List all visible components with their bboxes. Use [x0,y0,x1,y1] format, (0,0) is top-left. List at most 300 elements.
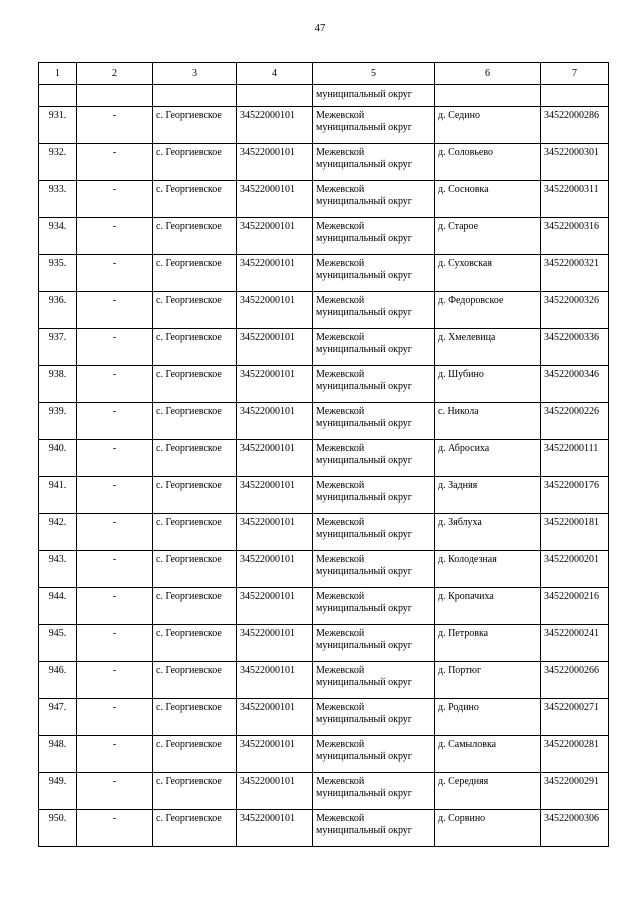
table-row [39,662,609,699]
table-row [39,440,609,477]
oktmo-center-cell [237,255,313,292]
district-cell [313,144,435,181]
center-cell-text: с. Георгиевское [156,776,222,787]
settlement-cell [435,255,541,292]
district-cell-text: муниципальный округ [316,233,412,244]
center-cell [153,810,237,847]
row-number-cell-text: 937. [48,332,67,343]
header-cell: 2 [77,63,153,85]
settlement-cell-text: д. Сорвино [438,813,486,824]
oktmo-code-cell-text: 34522000281 [544,739,599,750]
district-cell [313,366,435,403]
oktmo-code-cell [541,625,609,662]
table-row [39,107,609,144]
center-cell-text: с. Георгиевское [156,702,222,713]
district-cell-text: Межевской [316,443,365,454]
center-cell-text: с. Георгиевское [156,184,222,195]
oktmo-code-cell [541,218,609,255]
district-cell [313,588,435,625]
district-cell [313,810,435,847]
row-number-cell [39,551,77,588]
type-cell [77,551,153,588]
settlement-cell [435,662,541,699]
table-row [39,366,609,403]
district-cell-text: Межевской [316,406,365,417]
oktmo-code-cell-text: 34522000301 [544,147,599,158]
oktmo-code-cell-text: 34522000271 [544,702,599,713]
settlement-cell [435,736,541,773]
settlement-cell-text: д. Сосновка [438,184,489,195]
oktmo-center-cell-text: 34522000101 [240,443,295,454]
settlement-cell-text: д. Самыловка [438,739,497,750]
oktmo-code-cell-text: 34522000181 [544,517,599,528]
table-row [39,292,609,329]
center-cell-text: с. Георгиевское [156,628,222,639]
district-cell-text: Межевской [316,221,365,232]
row-number-cell-text: 948. [48,739,67,750]
settlement-cell-text: д. Родино [438,702,479,713]
district-cell-text: муниципальный округ [316,603,412,614]
type-cell-text: - [112,221,117,232]
oktmo-code-cell-text: 34522000216 [544,591,599,602]
district-cell [313,218,435,255]
type-cell [77,329,153,366]
oktmo-code-cell [541,181,609,218]
district-cell [313,625,435,662]
type-cell-text: - [112,369,117,380]
settlement-cell [435,588,541,625]
oktmo-code-cell-text: 34522000241 [544,628,599,639]
center-cell-text: с. Георгиевское [156,554,222,565]
center-cell [153,551,237,588]
oktmo-code-cell [541,514,609,551]
oktmo-center-cell-text: 34522000101 [240,258,295,269]
oktmo-center-cell-text: 34522000101 [240,406,295,417]
row-number-cell-text: 934. [48,221,67,232]
oktmo-code-cell [541,366,609,403]
settlement-cell [435,144,541,181]
type-cell-text: - [112,739,117,750]
oktmo-center-cell-text: 34522000101 [240,591,295,602]
oktmo-center-cell [237,662,313,699]
type-cell-text: - [112,332,117,343]
settlement-cell [435,625,541,662]
type-cell [77,736,153,773]
center-cell [153,403,237,440]
oktmo-center-cell [237,107,313,144]
row-number-cell [39,255,77,292]
oktmo-center-cell [237,292,313,329]
type-cell [77,773,153,810]
district-cell [313,403,435,440]
district-cell-text: Межевской [316,554,365,565]
oktmo-code-cell [541,107,609,144]
oktmo-center-cell [237,514,313,551]
row-number-cell-text: 949. [48,776,67,787]
settlement-cell-text: д. Зяблуха [438,517,482,528]
oktmo-code-cell [541,773,609,810]
oktmo-code-cell [541,588,609,625]
center-cell-text: с. Георгиевское [156,332,222,343]
row-number-cell-text: 950. [48,813,67,824]
oktmo-center-cell-text: 34522000101 [240,813,295,824]
district-cell-text: муниципальный округ [316,529,412,540]
row-number-cell-text: 942. [48,517,67,528]
district-cell-text: муниципальный округ [316,344,412,355]
district-cell-text: муниципальный округ [316,566,412,577]
settlement-cell-text: д. Федоровское [438,295,504,306]
district-cell-text: Межевской [316,702,365,713]
oktmo-code-cell [541,403,609,440]
settlement-cell [435,699,541,736]
oktmo-center-cell [237,477,313,514]
continuation-cell [237,85,313,107]
oktmo-center-cell-text: 34522000101 [240,702,295,713]
row-number-cell [39,588,77,625]
oktmo-center-cell [237,810,313,847]
row-number-cell [39,440,77,477]
type-cell [77,107,153,144]
district-cell [313,514,435,551]
oktmo-code-cell [541,292,609,329]
oktmo-center-cell [237,625,313,662]
row-number-cell [39,810,77,847]
settlement-cell [435,292,541,329]
oktmo-code-cell [541,255,609,292]
row-number-cell-text: 940. [48,443,67,454]
settlement-cell-text: д. Середняя [438,776,489,787]
type-cell-text: - [112,480,117,491]
district-cell-text: муниципальный округ [316,196,412,207]
oktmo-center-cell [237,773,313,810]
row-number-cell [39,699,77,736]
type-cell [77,181,153,218]
center-cell [153,736,237,773]
type-cell [77,440,153,477]
settlement-cell-text: д. Колодезная [438,554,497,565]
oktmo-code-cell [541,662,609,699]
row-number-cell [39,292,77,329]
oktmo-center-cell-text: 34522000101 [240,147,295,158]
district-cell-text: муниципальный округ [316,159,412,170]
oktmo-center-cell-text: 34522000101 [240,628,295,639]
settlement-cell [435,551,541,588]
row-number-cell-text: 932. [48,147,67,158]
center-cell [153,366,237,403]
oktmo-center-cell-text: 34522000101 [240,110,295,121]
district-cell-text: муниципальный округ [316,640,412,651]
type-cell-text: - [112,591,117,602]
district-cell [313,292,435,329]
settlement-cell-text: д. Шубино [438,369,484,380]
row-number-cell [39,144,77,181]
oktmo-code-cell [541,736,609,773]
district-cell-text: муниципальный округ [316,788,412,799]
center-cell [153,588,237,625]
district-cell [313,329,435,366]
settlements-table [38,62,609,847]
table-row [39,736,609,773]
district-cell-text: муниципальный округ [316,677,412,688]
oktmo-code-cell [541,144,609,181]
district-cell-text: Межевской [316,332,365,343]
center-cell [153,662,237,699]
type-cell-text: - [112,702,117,713]
center-cell [153,477,237,514]
type-cell-text: - [112,665,117,676]
table-row [39,699,609,736]
oktmo-code-cell-text: 34522000306 [544,813,599,824]
settlement-cell-text: д. Хмелевица [438,332,496,343]
oktmo-code-cell [541,440,609,477]
type-cell [77,218,153,255]
oktmo-center-cell-text: 34522000101 [240,517,295,528]
district-cell-text: муниципальный округ [316,270,412,281]
table-row [39,773,609,810]
settlement-cell-text: д. Старое [438,221,479,232]
district-cell-text: Межевской [316,739,365,750]
continuation-cell: муниципальный округ [313,85,435,107]
oktmo-center-cell-text: 34522000101 [240,221,295,232]
district-cell [313,107,435,144]
type-cell-text: - [112,406,117,417]
type-cell-text: - [112,184,117,195]
table-row [39,144,609,181]
type-cell-text: - [112,110,117,121]
district-cell-text: муниципальный округ [316,455,412,466]
row-number-cell-text: 945. [48,628,67,639]
row-number-cell [39,736,77,773]
row-number-cell [39,662,77,699]
type-cell-text: - [112,147,117,158]
row-number-cell-text: 931. [48,110,67,121]
type-cell-text: - [112,813,117,824]
center-cell [153,514,237,551]
oktmo-center-cell [237,366,313,403]
continuation-cell [435,85,541,107]
type-cell [77,366,153,403]
row-number-cell [39,773,77,810]
oktmo-center-cell [237,218,313,255]
type-cell [77,699,153,736]
district-cell-text: Межевской [316,369,365,380]
header-cell: 4 [237,63,313,85]
center-cell [153,440,237,477]
continuation-cell [77,85,153,107]
district-cell-text: Межевской [316,480,365,491]
settlement-cell [435,329,541,366]
type-cell [77,255,153,292]
center-cell-text: с. Георгиевское [156,739,222,750]
district-cell-text: Межевской [316,591,365,602]
table-row [39,181,609,218]
center-cell-text: с. Георгиевское [156,591,222,602]
oktmo-center-cell-text: 34522000101 [240,369,295,380]
settlement-cell [435,440,541,477]
oktmo-center-cell [237,181,313,218]
row-number-cell [39,403,77,440]
table-row [39,329,609,366]
header-cell: 6 [435,63,541,85]
row-number-cell [39,329,77,366]
type-cell-text: - [112,258,117,269]
table-row [39,588,609,625]
oktmo-center-cell-text: 34522000101 [240,295,295,306]
district-cell [313,736,435,773]
settlement-cell-text: д. Седино [438,110,480,121]
oktmo-code-cell-text: 34522000311 [544,184,599,195]
oktmo-center-cell-text: 34522000101 [240,332,295,343]
type-cell [77,477,153,514]
center-cell-text: с. Георгиевское [156,295,222,306]
oktmo-center-cell-text: 34522000101 [240,739,295,750]
type-cell [77,144,153,181]
settlement-cell-text: д. Абросиха [438,443,490,454]
settlement-cell [435,403,541,440]
type-cell [77,292,153,329]
settlement-cell [435,514,541,551]
oktmo-code-cell-text: 34522000176 [544,480,599,491]
oktmo-code-cell-text: 34522000201 [544,554,599,565]
settlement-cell-text: д. Кропачиха [438,591,494,602]
district-cell-text: муниципальный округ [316,714,412,725]
settlement-cell-text: д. Задняя [438,480,478,491]
oktmo-code-cell-text: 34522000336 [544,332,599,343]
oktmo-code-cell-text: 34522000111 [544,443,599,454]
type-cell [77,810,153,847]
settlement-cell [435,773,541,810]
row-number-cell-text: 943. [48,554,67,565]
settlement-cell-text: д. Соловьево [438,147,493,158]
row-number-cell [39,625,77,662]
row-number-cell-text: 938. [48,369,67,380]
center-cell [153,292,237,329]
oktmo-center-cell-text: 34522000101 [240,184,295,195]
table-row [39,625,609,662]
district-cell-text: Межевской [316,295,365,306]
district-cell [313,699,435,736]
center-cell [153,255,237,292]
oktmo-code-cell-text: 34522000226 [544,406,599,417]
settlement-cell-text: д. Портюг [438,665,482,676]
oktmo-code-cell-text: 34522000266 [544,665,599,676]
settlement-cell [435,218,541,255]
type-cell [77,403,153,440]
row-number-cell-text: 936. [48,295,67,306]
center-cell [153,107,237,144]
oktmo-code-cell-text: 34522000321 [544,258,599,269]
district-cell [313,551,435,588]
center-cell [153,773,237,810]
table-row [39,218,609,255]
settlement-cell-text: д. Петровка [438,628,489,639]
oktmo-center-cell [237,699,313,736]
table-body [39,63,609,847]
table-row [39,477,609,514]
district-cell-text: муниципальный округ [316,418,412,429]
district-cell [313,440,435,477]
continuation-cell [153,85,237,107]
row-number-cell [39,181,77,218]
oktmo-code-cell-text: 34522000326 [544,295,599,306]
oktmo-code-cell-text: 34522000346 [544,369,599,380]
header-cell: 5 [313,63,435,85]
oktmo-code-cell [541,551,609,588]
district-cell-text: Межевской [316,628,365,639]
header-cell: 7 [541,63,609,85]
type-cell-text: - [112,517,117,528]
center-cell [153,329,237,366]
row-number-cell [39,514,77,551]
center-cell-text: с. Георгиевское [156,147,222,158]
table-row [39,514,609,551]
header-cell: 3 [153,63,237,85]
row-number-cell-text: 947. [48,702,67,713]
row-number-cell [39,366,77,403]
settlement-cell-text: с. Никола [438,406,479,417]
row-number-cell [39,218,77,255]
district-cell-text: муниципальный округ [316,122,412,133]
type-cell [77,662,153,699]
center-cell-text: с. Георгиевское [156,517,222,528]
type-cell [77,625,153,662]
row-number-cell [39,477,77,514]
district-cell-text: Межевской [316,147,365,158]
type-cell-text: - [112,443,117,454]
row-number-cell [39,107,77,144]
district-cell-text: Межевской [316,110,365,121]
oktmo-center-cell-text: 34522000101 [240,665,295,676]
center-cell-text: с. Георгиевское [156,258,222,269]
oktmo-code-cell [541,810,609,847]
center-cell-text: с. Георгиевское [156,221,222,232]
center-cell [153,144,237,181]
continuation-cell [39,85,77,107]
district-cell-text: муниципальный округ [316,381,412,392]
type-cell-text: - [112,295,117,306]
district-cell-text: Межевской [316,776,365,787]
table-row [39,403,609,440]
district-cell [313,477,435,514]
district-cell-text: Межевской [316,258,365,269]
row-number-cell-text: 944. [48,591,67,602]
center-cell-text: с. Георгиевское [156,480,222,491]
oktmo-center-cell [237,403,313,440]
oktmo-center-cell-text: 34522000101 [240,480,295,491]
district-cell [313,773,435,810]
district-cell-text: Межевской [316,184,365,195]
table-row [39,255,609,292]
oktmo-center-cell [237,329,313,366]
settlement-cell [435,810,541,847]
district-cell-text: Межевской [316,813,365,824]
type-cell [77,514,153,551]
type-cell-text: - [112,628,117,639]
district-cell-text: муниципальный округ [316,751,412,762]
center-cell-text: с. Георгиевское [156,369,222,380]
header-cell: 1 [39,63,77,85]
district-cell-text: Межевской [316,665,365,676]
district-cell-text: Межевской [316,517,365,528]
settlement-cell [435,107,541,144]
center-cell [153,181,237,218]
row-number-cell-text: 933. [48,184,67,195]
continuation-cell [541,85,609,107]
oktmo-center-cell [237,440,313,477]
continuation-row [39,85,609,107]
row-number-cell-text: 939. [48,406,67,417]
oktmo-center-cell [237,736,313,773]
